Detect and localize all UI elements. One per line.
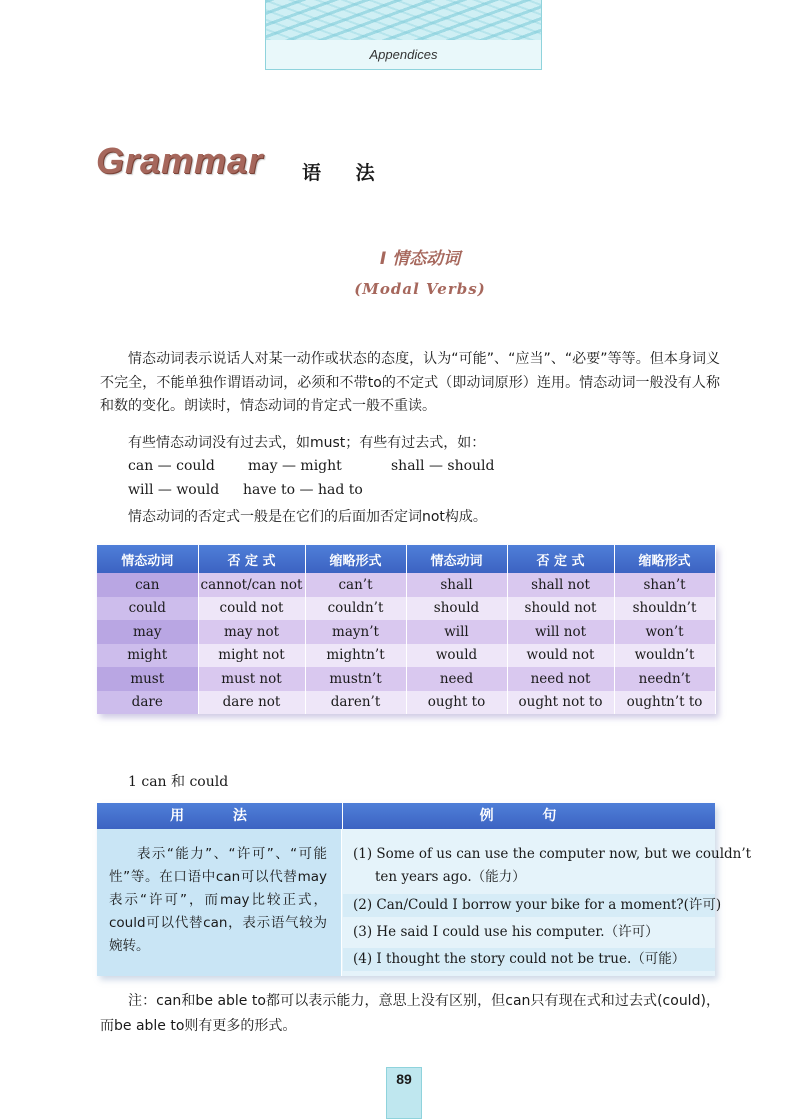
table-cell: must not	[198, 667, 305, 691]
verb-pair: shall — should	[391, 458, 495, 474]
column-header: 缩略形式	[614, 545, 715, 573]
table-row	[97, 620, 715, 644]
table-cell: mustn’t	[305, 667, 406, 691]
table-cell: shall	[406, 573, 507, 597]
grammar-title: Grammar	[96, 140, 264, 181]
table-cell: ought to	[406, 691, 507, 715]
note-paragraph: 注：can和be able to都可以表示能力，意思上没有区别，但can只有现在式和过去式(could)，而be able to则有更多的形式。	[100, 993, 720, 1034]
table-cell: can’t	[305, 573, 406, 597]
column-header: 用 法	[97, 803, 343, 829]
table-cell: shouldn’t	[614, 597, 715, 621]
header-decoration	[266, 0, 541, 40]
verb-pair: have to — had to	[243, 482, 363, 498]
table-cell: need	[406, 667, 507, 691]
page-number: 89	[386, 1067, 422, 1119]
example-sentence	[343, 843, 752, 889]
table-cell: couldn’t	[305, 597, 406, 621]
verb-pair: will — would	[128, 482, 220, 498]
table-cell: should not	[507, 597, 614, 621]
table-cell: would not	[507, 644, 614, 668]
table-cell: need not	[507, 667, 614, 691]
section-subtitle: (Modal Verbs)	[354, 280, 486, 298]
table-row	[97, 597, 715, 621]
table-cell: cannot/can not	[198, 573, 305, 597]
column-header: 情态动词	[406, 545, 507, 573]
table-row	[97, 667, 715, 691]
grammar-title-zh: 语 法	[302, 162, 389, 184]
table-cell: needn’t	[614, 667, 715, 691]
modal-verbs-table	[97, 545, 716, 714]
table-cell: may	[97, 620, 198, 644]
table-cell: wouldn’t	[614, 644, 715, 668]
example-line: ten years ago.（能力）	[375, 869, 526, 885]
section-title: Ⅰ 情态动词	[379, 249, 461, 269]
verb-pair: may — might	[248, 458, 342, 474]
table-cell: must	[97, 667, 198, 691]
table-cell: might	[97, 644, 198, 668]
table-cell: would	[406, 644, 507, 668]
table-row	[97, 691, 715, 715]
table-cell: oughtn’t to	[614, 691, 715, 715]
table-cell: will	[406, 620, 507, 644]
table-cell: should	[406, 597, 507, 621]
table-cell: may not	[198, 620, 305, 644]
table-header-row	[97, 545, 715, 573]
table-cell: shall not	[507, 573, 614, 597]
table-row	[97, 644, 715, 668]
table-cell: will not	[507, 620, 614, 644]
column-header: 缩略形式	[305, 545, 406, 573]
column-header: 例 句	[479, 808, 579, 824]
example-line: (1) Some of us can use the computer now, but we couldn’t	[353, 846, 752, 862]
usage-table-header	[97, 803, 715, 829]
header-label: Appendices	[369, 47, 438, 62]
header-band	[265, 0, 542, 70]
example-sentence: (2) Can/Could I borrow your bike for a moment?(许可)	[343, 894, 715, 917]
column-header: 否 定 式	[198, 545, 305, 573]
column-header: 否 定 式	[507, 545, 614, 573]
table-cell: shan’t	[614, 573, 715, 597]
table-cell: mightn’t	[305, 644, 406, 668]
table-row	[97, 573, 715, 597]
table-cell: won’t	[614, 620, 715, 644]
intro-paragraph: 情态动词表示说话人对某一动作或状态的态度，认为“可能”、“应当”、“必要”等等。但本身词义不完全，不能单独作谓语动词，必须和不带to的不定式（即动词原形）连用。情态动词一般没有人称和数的变化。朗读时，情态动词的肯定式一般不重读。	[100, 351, 720, 414]
column-header: 情态动词	[97, 545, 198, 573]
verb-pair: can — could	[128, 458, 215, 474]
table-cell: daren’t	[305, 691, 406, 715]
table-cell: ought not to	[507, 691, 614, 715]
table-cell: could	[97, 597, 198, 621]
past-forms-intro: 有些情态动词没有过去式，如must；有些有过去式，如：	[128, 435, 486, 451]
publisher-watermark	[325, 704, 354, 776]
table-cell: dare not	[198, 691, 305, 715]
subsection-heading: 1 can 和 could	[128, 774, 229, 790]
negative-form-intro: 情态动词的否定式一般是在它们的后面加否定词not构成。	[128, 509, 487, 525]
table-cell: can	[97, 573, 198, 597]
table-cell: mayn’t	[305, 620, 406, 644]
example-sentence: (3) He said I could use his computer.（许可）	[353, 924, 659, 940]
table-cell: might not	[198, 644, 305, 668]
table-cell: could not	[198, 597, 305, 621]
usage-description: 表示“能力”、“许可”、“可能性”等。在口语中can可以代替may表示“许可”，而may比较正式，could可以代替can，表示语气较为婉转。	[97, 829, 342, 976]
can-could-usage-table	[97, 803, 752, 976]
table-cell: dare	[97, 691, 198, 715]
examples-column	[343, 829, 752, 976]
example-sentence: (4) I thought the story could not be true.（可能）	[343, 948, 715, 971]
